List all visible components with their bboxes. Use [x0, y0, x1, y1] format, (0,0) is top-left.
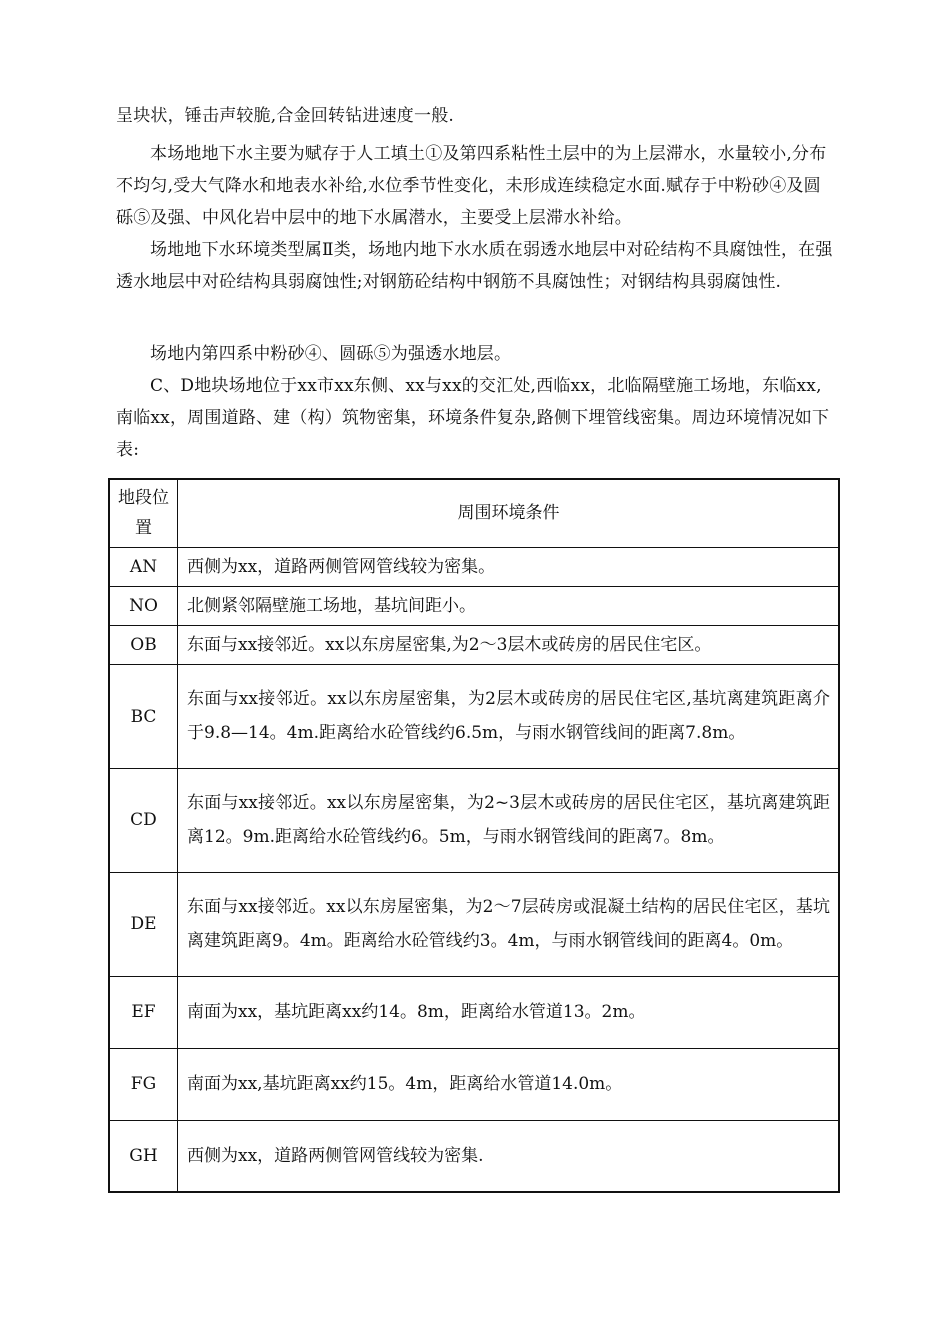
row-location: GH: [109, 1120, 178, 1192]
row-location: NO: [109, 586, 178, 625]
paragraph-groundwater-corrosion: 场地地下水环境类型属Ⅱ类，场地内地下水水质在弱透水地层中对砼结构不具腐蚀性，在强透水地层中对砼结构具弱腐蚀性;对钢筋砼结构中钢筋不具腐蚀性；对钢结构具弱腐蚀性.: [116, 240, 833, 292]
environment-conditions-table: [108, 478, 840, 1193]
table-row: [109, 664, 839, 768]
table-row: [109, 547, 839, 586]
table-row: [109, 768, 839, 872]
paragraph-rock-description: 呈块状，锤击声较脆,合金回转钻进速度一般.: [116, 106, 455, 126]
row-location: CD: [109, 768, 178, 872]
row-location: OB: [109, 625, 178, 664]
paragraph-permeable-layers: 场地内第四系中粉砂④、圆砾⑤为强透水地层。: [150, 344, 512, 364]
row-location: BC: [109, 664, 178, 768]
row-conditions: 北侧紧邻隔壁施工场地，基坑间距小。: [178, 586, 840, 625]
row-location: FG: [109, 1048, 178, 1120]
table-row: [109, 872, 839, 976]
row-conditions: 东面与xx接邻近。xx以东房屋密集，为2层木或砖房的居民住宅区,基坑离建筑距离介于9.8—14。4m.距离给水砼管线约6.5m，与雨水钢管线间的距离7.8m。: [178, 664, 840, 768]
table-row: [109, 1048, 839, 1120]
row-conditions: 东面与xx接邻近。xx以东房屋密集，为2～7层砖房或混凝土结构的居民住宅区，基坑离建筑距离9。4m。距离给水砼管线约3。4m，与雨水钢管线间的距离4。0m。: [178, 872, 840, 976]
header-conditions: 周围环境条件: [178, 479, 840, 547]
row-location: AN: [109, 547, 178, 586]
paragraph-site-surroundings: C、D地块场地位于xx市xx东侧、xx与xx的交汇处,西临xx，北临隔壁施工场地，东临xx,南临xx，周围道路、建（构）筑物密集，环境条件复杂,路侧下埋管线密集。周边环境情况如下表:: [116, 376, 830, 460]
paragraph-groundwater: 本场地地下水主要为赋存于人工填土①及第四系粘性土层中的为上层滞水，水量较小,分布不均匀,受大气降水和地表水补给,水位季节性变化，未形成连续稳定水面.赋存于中粉砂④及圆砾⑤及强、中风化岩中层中的地下水属潜水，主要受上层滞水补给。: [116, 144, 827, 228]
table-row: [109, 1120, 839, 1192]
table-header-row: [109, 479, 839, 547]
table-row: [109, 976, 839, 1048]
row-conditions: 南面为xx,基坑距离xx约15。4m，距离给水管道14.0m。: [178, 1048, 840, 1120]
table-row: [109, 586, 839, 625]
row-conditions: 东面与xx接邻近。xx以东房屋密集，为2~3层木或砖房的居民住宅区，基坑离建筑距离12。9m.距离给水砼管线约6。5m，与雨水钢管线间的距离7。8m。: [178, 768, 840, 872]
header-location: 地段位置: [109, 479, 178, 547]
row-conditions: 西侧为xx，道路两侧管网管线较为密集.: [178, 1120, 840, 1192]
row-conditions: 南面为xx，基坑距离xx约14。8m，距离给水管道13。2m。: [178, 976, 840, 1048]
table-row: [109, 625, 839, 664]
row-conditions: 西侧为xx，道路两侧管网管线较为密集。: [178, 547, 840, 586]
row-conditions: 东面与xx接邻近。xx以东房屋密集,为2～3层木或砖房的居民住宅区。: [178, 625, 840, 664]
row-location: EF: [109, 976, 178, 1048]
row-location: DE: [109, 872, 178, 976]
